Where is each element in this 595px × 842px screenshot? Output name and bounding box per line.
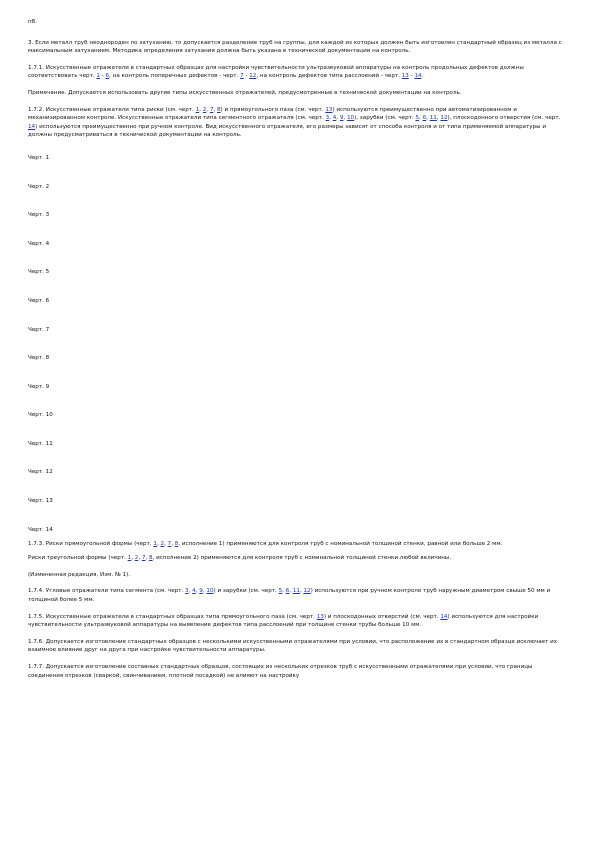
text: , (171, 540, 175, 547)
text: , на контроль дефектов типа расслоений - черт. (256, 73, 402, 80)
text: , (282, 588, 286, 595)
chert-link[interactable]: 9 (339, 115, 344, 122)
text: ) используются при ручном контроле труб наружным диаметром свыше 50 мм и толщиной более 5 мм. (28, 588, 551, 604)
text: , (202, 588, 207, 595)
chert-link[interactable]: 1 (127, 555, 132, 562)
chert-link[interactable]: 8 (174, 540, 179, 547)
chert-link[interactable]: 11 (429, 115, 437, 122)
chert-link[interactable]: 12 (303, 588, 311, 595)
chert-link[interactable]: 13 (316, 613, 324, 620)
chert-link[interactable]: 1 (195, 106, 200, 113)
text: , (156, 540, 161, 547)
chert-caption: Черт. 1 (28, 154, 50, 161)
text: , (188, 588, 193, 595)
chert-link[interactable]: 7 (240, 73, 244, 80)
edition-note: (Измененная редакция, Изм. № 1). (28, 571, 131, 578)
chert-link[interactable]: 4 (332, 115, 337, 122)
chert-link[interactable]: 1 (96, 73, 100, 80)
chert-caption: Черт. 10 (28, 412, 53, 419)
chert-link[interactable]: 5 (415, 115, 420, 122)
item-marker: п8. (28, 19, 37, 25)
text: , (195, 588, 200, 595)
chert-caption: Черт. 13 (28, 498, 53, 505)
text: 1.7.4. Угловые отражатели типа сегмента (см. черт. (28, 588, 186, 595)
chert-link[interactable]: 10 (206, 588, 214, 595)
chert-link[interactable]: 12 (249, 73, 257, 80)
paragraph-1-7-6: 1.7.6. Допускается изготовление стандартных образцов с несколькими искусственными отражателями при условии, что расположение их в стандартном образце исключает их взаимное влияние друг на друга при настройке чувствительности аппаратуры. (28, 638, 558, 654)
chert-link[interactable]: 12 (440, 115, 448, 122)
chert-link[interactable]: 14 (440, 613, 448, 620)
chert-link[interactable]: 2 (202, 106, 207, 113)
text: , (164, 540, 168, 547)
text: ) и плоскодонных отверстий (см. черт. (323, 613, 441, 620)
chert-link[interactable]: 7 (167, 540, 172, 547)
text: , (419, 115, 423, 122)
chert-caption: Черт. 12 (28, 469, 53, 476)
text: , исполнение 1) применяются для контроля труб с номинальной толщиной стенки, равной или больше 2 мм. (178, 540, 503, 547)
chert-link[interactable]: 13 (325, 106, 333, 113)
text: , (131, 555, 135, 562)
paragraph-3: 3. Если металл труб неоднороден по затуханию, то допускается разделение труб на группы, для каждой из которых должен быть изготовлен стандартный образец из металла с максимальным затуханием. Методика определения затухания должна быть указана в технической документации на контроль. (28, 39, 562, 55)
text: Риски треугольной формы (черт. (28, 555, 128, 562)
paragraph-1-7-5 (28, 613, 568, 630)
chert-link[interactable]: 3 (325, 115, 330, 122)
text: , на контроль поперечных дефектов - черт. (109, 73, 241, 80)
text: ) используются преимущественно при автоматизированном и механизированном контроле. Искусственные отражатели типа сегментного отражателя (см. черт. (28, 106, 517, 122)
text: - (99, 73, 106, 80)
chert-list (28, 154, 568, 540)
text: , (289, 588, 293, 595)
chert-link[interactable]: 8 (216, 106, 221, 113)
text: ), плоскодонного отверстия (см. черт. (447, 115, 561, 122)
chert-link[interactable]: 14 (28, 123, 36, 130)
text: 1.7.3. Риски прямоугольной формы (черт. (28, 540, 154, 547)
chert-caption: Черт. 4 (28, 240, 50, 247)
chert-link[interactable]: 8 (149, 555, 153, 562)
chert-caption: Черт. 3 (28, 212, 50, 219)
chert-caption: Черт. 11 (28, 440, 53, 447)
paragraph-1-7-7: 1.7.7. Допускается изготовление составных стандартных образцов, состоящих из нескольких отрезков труб с искусственными отражателями при условии, что границы соединения отрезков (сваркой, свинчиванием, плотной посадкой) не влияют на настройку (28, 664, 533, 679)
text: . (421, 73, 424, 80)
text: , (145, 555, 150, 562)
chert-caption: Черт. 2 (28, 183, 50, 190)
chert-link[interactable]: 2 (160, 540, 165, 547)
text: ) и зарубки (см. черт. (213, 588, 279, 595)
chert-link[interactable]: 6 (422, 115, 427, 122)
chert-link[interactable]: 7 (209, 106, 214, 113)
text: 1.7.1. Искусственные отражатели в стандартных образцах для настройки чувствительности ультразвуковой аппаратуры на контроль продольных дефектов должны соответствовать черт. (28, 64, 524, 80)
text: , (329, 115, 333, 122)
chert-link[interactable]: 6 (105, 73, 110, 80)
chert-link[interactable]: 3 (185, 588, 189, 595)
chert-link[interactable]: 6 (285, 588, 290, 595)
document-page (28, 18, 568, 688)
text: - (243, 73, 250, 80)
text: , (436, 115, 441, 122)
chert-caption: Черт. 9 (28, 383, 50, 390)
text: , исполнение 2) применяются для контроля труб с номинальной толщиной стенки любой величины. (152, 555, 452, 562)
paragraph-1-7-1 (28, 64, 568, 81)
text: , (199, 106, 203, 113)
chert-link[interactable]: 2 (134, 555, 139, 562)
text: , (206, 106, 210, 113)
text: 1.7.5. Искусственные отражатели в стандартных образцах типа прямоугольного паза (см. черт. (28, 613, 317, 620)
chert-link[interactable]: 9 (199, 588, 203, 595)
chert-caption: Черт. 6 (28, 297, 50, 304)
paragraph-1-7-4 (28, 587, 568, 604)
text: , (299, 588, 304, 595)
text: ), зарубки (см. черт. (354, 115, 416, 122)
paragraph-1-7-2 (28, 106, 568, 140)
paragraph-1-7-3 (28, 540, 568, 549)
note-paragraph: Примечание. Допускается использовать другие типы искусственных отражателей, предусмотренные в технической документации на контроль. (28, 89, 462, 96)
chert-link[interactable]: 5 (278, 588, 283, 595)
text: , (336, 115, 340, 122)
chert-link[interactable]: 11 (292, 588, 300, 595)
text: , (343, 115, 347, 122)
text: , (213, 106, 217, 113)
text: , (138, 555, 142, 562)
chert-caption: Черт. 5 (28, 269, 50, 276)
text: ) используются для настройки чувствительности ультразвуковой аппаратуры на выявление дефектов типа расслоений при толщине стенки трубы больше 10 мм. (28, 613, 539, 629)
chert-link[interactable]: 10 (346, 115, 355, 122)
chert-link[interactable]: 7 (141, 555, 146, 562)
chert-link[interactable]: 13 (401, 73, 409, 80)
text: - (408, 73, 415, 80)
chert-link[interactable]: 4 (192, 588, 196, 595)
chert-caption: Черт. 14 (28, 526, 53, 533)
chert-link[interactable]: 14 (414, 73, 422, 80)
text: ) и прямоугольного паза (см. черт. (220, 106, 326, 113)
chert-caption: Черт. 7 (28, 326, 50, 333)
chert-caption: Черт. 8 (28, 355, 50, 362)
paragraph-triangular-risks (28, 554, 568, 563)
chert-link[interactable]: 1 (153, 540, 157, 547)
text: , (426, 115, 430, 122)
text: ) используются преимущественно при ручном контроле. Вид искусственного отражателя, его размеры зависят от способа контроля и от типа применяемой аппаратуры и должны предусматриваться в технической документации на контроль. (28, 123, 547, 139)
text: 1.7.2. Искусственные отражатели типа риски (см. черт. (28, 106, 196, 113)
